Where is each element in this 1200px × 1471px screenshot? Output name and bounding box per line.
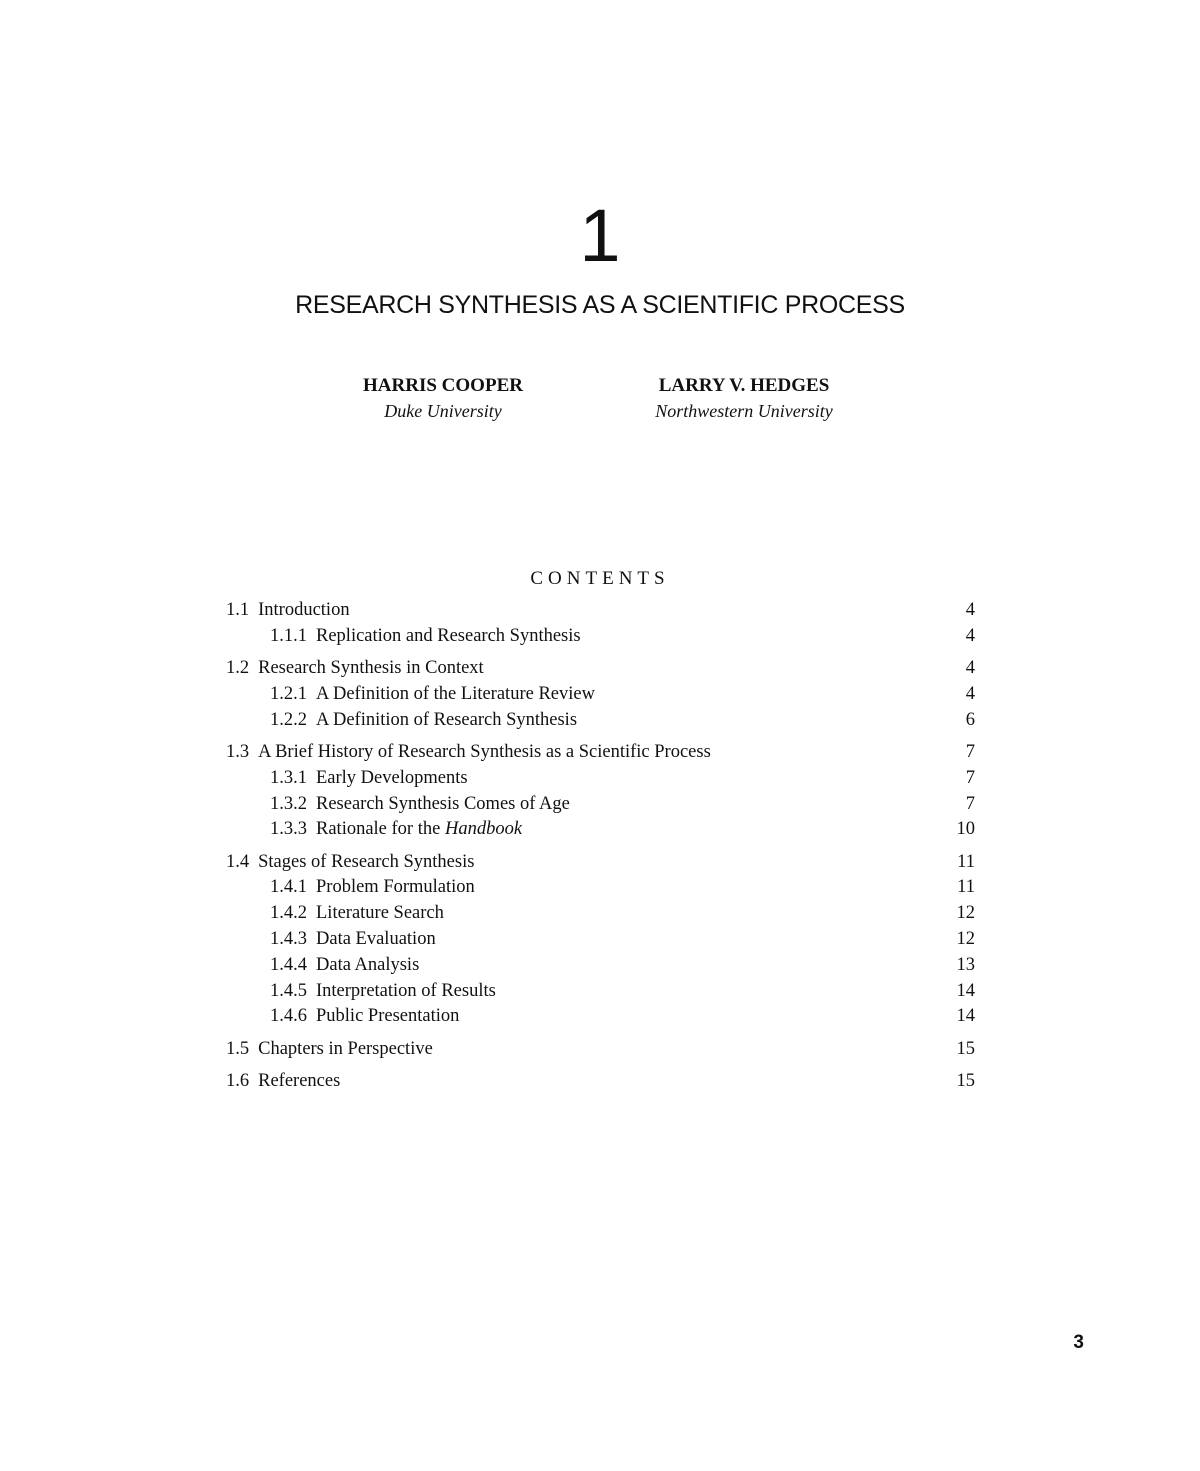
toc-entry[interactable] [226, 817, 975, 843]
toc-entry-title: Introduction [258, 600, 350, 620]
toc-entry-number: 1.2.1 [270, 683, 307, 704]
toc-entry-page: 12 [956, 929, 975, 950]
toc-entry-number: 1.6 [226, 1071, 250, 1092]
toc-entry-page: 7 [965, 793, 975, 814]
toc-entry[interactable] [226, 1004, 975, 1030]
toc-entry-page: 13 [956, 954, 975, 975]
toc-entry-label [226, 740, 711, 766]
toc-entry-number: 1.1 [226, 600, 250, 620]
toc-entry-title: Interpretation of Results [316, 980, 496, 1001]
toc-entry-label [270, 1004, 459, 1030]
toc-entry-label [226, 598, 350, 624]
toc-entry-title: A Brief History of Research Synthesis as a Scientific Process [258, 741, 711, 762]
toc-entry-label [226, 1069, 340, 1095]
toc-entry-label [270, 624, 581, 650]
toc-entry-label [270, 875, 475, 901]
toc-entry-number: 1.4.6 [270, 1006, 307, 1027]
page-number: 3 [1073, 1332, 1084, 1353]
toc-entry-title: Early Developments [316, 767, 468, 788]
author-block [293, 374, 593, 424]
toc-entry-number: 1.3.3 [270, 819, 307, 840]
toc-entry[interactable] [226, 850, 975, 876]
author-affiliation: Duke University [384, 401, 502, 421]
chapter-title: RESEARCH SYNTHESIS AS A SCIENTIFIC PROCESS [295, 291, 905, 319]
toc-entry-title: Data Evaluation [316, 929, 436, 950]
toc-entry-title: Problem Formulation [316, 877, 475, 898]
toc-entry[interactable] [226, 708, 975, 734]
toc-entry[interactable] [226, 682, 975, 708]
toc-entry-number: 1.4.4 [270, 954, 307, 975]
toc-entry[interactable] [226, 953, 975, 979]
toc-entry-label [270, 817, 522, 843]
toc-entry-number: 1.5 [226, 1038, 250, 1059]
toc-entry-number: 1.4.1 [270, 877, 307, 898]
toc-entry[interactable] [226, 979, 975, 1005]
toc-entry-page: 11 [957, 877, 975, 898]
toc-entry-label [226, 656, 484, 682]
contents-heading: CONTENTS [530, 568, 670, 589]
toc-entry-label [270, 766, 468, 792]
toc-entry[interactable] [226, 740, 975, 766]
toc-entry-page: 14 [956, 1006, 975, 1027]
toc-entry-page: 6 [965, 709, 975, 730]
toc-entry-title: Stages of Research Synthesis [258, 851, 475, 872]
toc-entry-title: Rationale for the [316, 819, 441, 840]
toc-entry[interactable] [226, 766, 975, 792]
toc-entry-page: 11 [957, 851, 975, 872]
toc-entry-number: 1.2.2 [270, 709, 307, 730]
toc-entry[interactable] [226, 1069, 975, 1095]
toc-entry-page: 10 [956, 819, 975, 840]
author-block [594, 374, 894, 424]
toc-entry-page: 14 [956, 980, 975, 1001]
toc-entry-title: A Definition of the Literature Review [316, 683, 595, 704]
toc-entry-number: 1.3.2 [270, 793, 307, 814]
toc-entry-page: 15 [956, 1071, 975, 1092]
toc-entry-label [270, 708, 577, 734]
toc-entry-number: 1.4.2 [270, 903, 307, 924]
toc-entry-number: 1.3 [226, 741, 250, 762]
toc-entry-title: Research Synthesis in Context [258, 658, 484, 679]
toc-entry-page: 12 [956, 903, 975, 924]
toc-entry[interactable] [226, 927, 975, 953]
toc-entry-number: 1.4 [226, 851, 250, 872]
toc-entry[interactable] [226, 598, 975, 624]
author-name: HARRIS COOPER [363, 375, 523, 396]
toc-entry-label [270, 792, 570, 818]
toc-entry-title: Replication and Research Synthesis [316, 625, 581, 646]
toc-entry-title-italic: Handbook [444, 819, 523, 840]
toc-entry-title: Data Analysis [316, 954, 420, 975]
toc-entry-page: 4 [965, 683, 975, 704]
toc-entry-title: A Definition of Research Synthesis [316, 709, 578, 730]
toc-entry-label [226, 1037, 433, 1063]
toc-entry-number: 1.1.1 [270, 625, 307, 646]
toc-entry-title: Chapters in Perspective [258, 1038, 433, 1059]
author-affiliation: Northwestern University [655, 401, 833, 421]
toc-entry-number: 1.4.5 [270, 980, 307, 1001]
toc-entry-number: 1.3.1 [270, 767, 307, 788]
toc-entry[interactable] [226, 901, 975, 927]
toc-entry-label [270, 953, 419, 979]
toc-entry-title: Literature Search [316, 903, 444, 924]
chapter-number: 1 [579, 194, 621, 277]
toc-entry-label [270, 901, 444, 927]
toc-entry-page: 7 [965, 741, 975, 762]
toc-entry-label [226, 850, 474, 876]
toc-entry[interactable] [226, 1037, 975, 1063]
author-name: LARRY V. HEDGES [658, 375, 830, 396]
toc-entry-label [270, 979, 496, 1005]
toc-entry[interactable] [226, 656, 975, 682]
toc-entry-label [270, 682, 595, 708]
toc-entry-title: Research Synthesis Comes of Age [316, 793, 570, 814]
toc-entry-page: 15 [956, 1038, 975, 1059]
toc-entry[interactable] [226, 792, 975, 818]
toc-entry[interactable] [226, 875, 975, 901]
table-of-contents [226, 598, 975, 1095]
toc-entry-page: 7 [965, 767, 975, 788]
toc-entry-page: 4 [965, 625, 975, 646]
toc-entry[interactable] [226, 624, 975, 650]
toc-entry-number: 1.4.3 [270, 929, 307, 950]
toc-entry-label [270, 927, 436, 953]
toc-entry-title: References [258, 1071, 341, 1092]
toc-entry-page: 4 [965, 658, 975, 679]
toc-entry-number: 1.2 [226, 658, 250, 679]
toc-entry-title: Public Presentation [316, 1006, 460, 1027]
toc-entry-page: 4 [965, 600, 975, 620]
